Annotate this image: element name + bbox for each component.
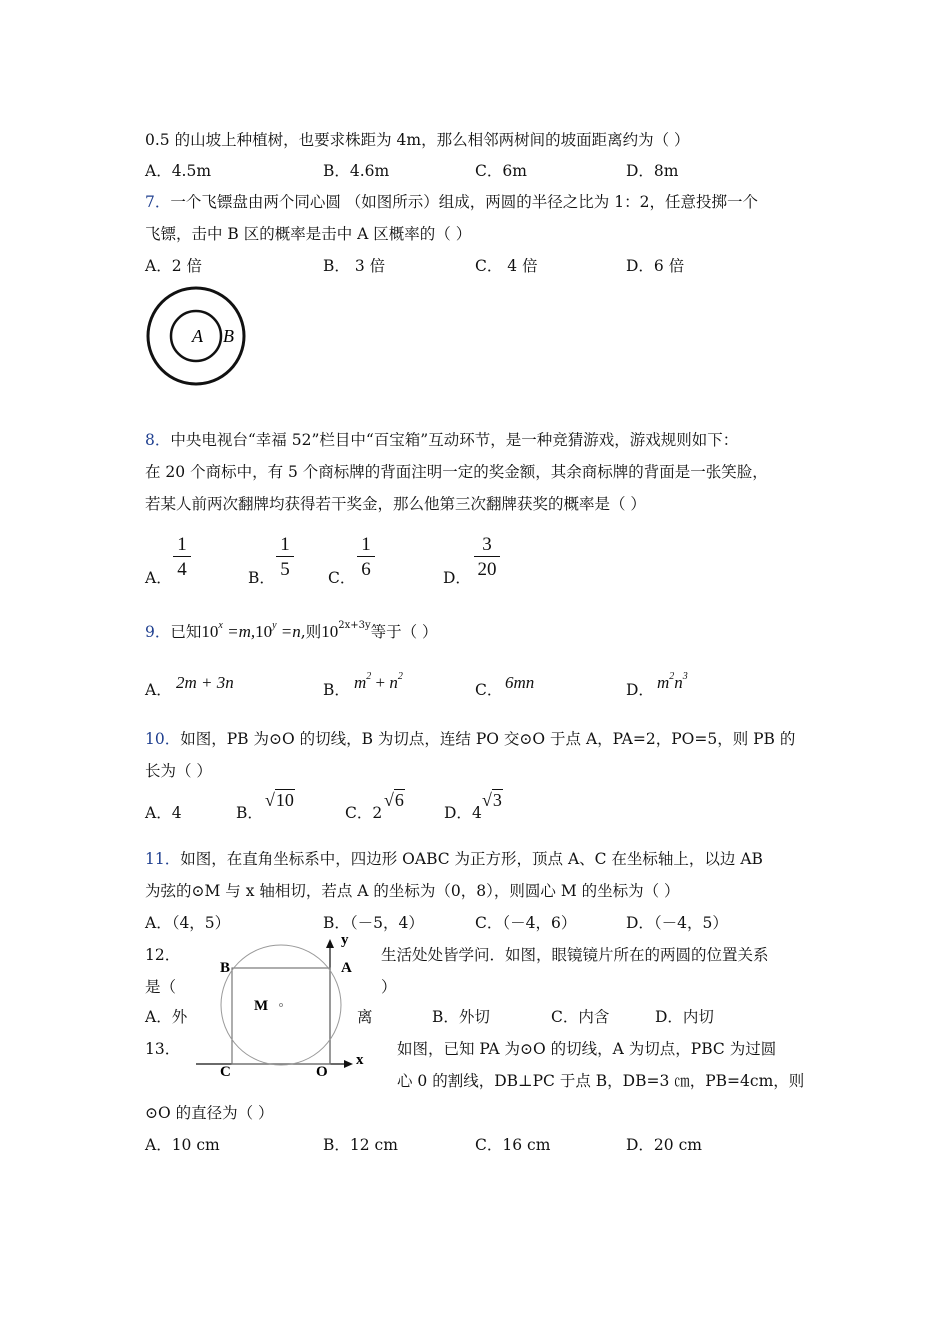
q6-option-d[interactable]: D．8m	[626, 162, 679, 180]
q6-option-a[interactable]: A．4.5m	[145, 162, 212, 180]
q6-option-c[interactable]: C．6m	[475, 162, 527, 180]
q8-number: 8．	[145, 431, 171, 449]
denominator: 6	[361, 559, 371, 580]
q9-option-a-expr: 2m + 3n	[176, 673, 234, 692]
q13-option-c[interactable]: C．16 cm	[475, 1136, 551, 1154]
point-o-label: O	[316, 1064, 328, 1080]
q8-option-b-label[interactable]: B．	[248, 569, 275, 587]
q8-option-d-fraction	[474, 535, 500, 579]
q6-stem: 0.5 的山坡上种植树，也要求株距为 4m，那么相邻两树间的坡面距离约为（ ）	[145, 131, 690, 149]
q9-option-b-expr: $m^2 + n^2$	[354, 671, 403, 692]
q10-option-c[interactable]: C．2	[345, 804, 383, 822]
numerator: 1	[361, 534, 371, 555]
q10-option-d[interactable]: D．4	[444, 804, 482, 822]
q13-option-d[interactable]: D．20 cm	[626, 1136, 702, 1154]
q13-option-a[interactable]: A．10 cm	[145, 1136, 220, 1154]
q9-option-d-expr: $m^2n^3$	[657, 671, 688, 692]
q7-option-c[interactable]: C． 4 倍	[475, 257, 538, 275]
q8-option-c-fraction	[357, 535, 375, 579]
y-label: y	[341, 932, 349, 948]
q7-stem-line1: 7．一个飞镖盘由两个同心圆 （如图所示）组成，两圆的半径之比为 1：2，任意投掷一个	[145, 193, 758, 211]
q10-stem-line2: 长为（ ）	[145, 762, 212, 780]
q13-option-b[interactable]: B．12 cm	[323, 1136, 398, 1154]
q11-option-d[interactable]: D．（－4，5）	[626, 914, 728, 932]
point-b-label: B	[220, 960, 231, 976]
q13-number: 13．	[145, 1040, 181, 1058]
q9-option-d[interactable]: D．	[626, 681, 654, 699]
q8-option-b-fraction	[276, 535, 294, 579]
q13-stem-line3: ⊙O 的直径为（ ）	[145, 1104, 274, 1122]
q7-number: 7．	[145, 193, 171, 211]
center-m-dot	[280, 1004, 283, 1007]
x-axis-arrow-icon	[344, 1060, 353, 1068]
q11-stem-line2: 为弦的⊙M 与 x 轴相切，若点 A 的坐标为（0，8），则圆心 M 的坐标为（ ）	[145, 882, 680, 900]
q9-option-c-expr: 6mn	[505, 673, 535, 692]
q7-option-a[interactable]: A．2 倍	[145, 257, 202, 275]
q12-option-a-start[interactable]: A．外	[145, 1008, 188, 1026]
q8-option-a-label[interactable]: A．	[145, 569, 172, 587]
q10-option-d-radical: √3	[482, 790, 502, 810]
q12-stem-line2-end: ）	[381, 978, 397, 996]
q10-option-b[interactable]: B．	[236, 804, 263, 822]
q7-option-d[interactable]: D．6 倍	[626, 257, 685, 275]
q11-stem-line1: 11．如图，在直角坐标系中，四边形 OABC 为正方形，顶点 A、C 在坐标轴上，以边 AB	[145, 850, 763, 868]
q12-option-b[interactable]: B．外切	[432, 1008, 490, 1026]
q13-stem-line2: 心 0 的割线，DB⊥PC 于点 B，DB=3 ㎝，PB=4cm，则	[397, 1072, 805, 1090]
q12-option-d[interactable]: D．内切	[655, 1008, 714, 1026]
q10-stem-line1: 10．如图，PB 为⊙O 的切线，B 为切点，连结 PO 交⊙O 于点 A，PA=2，PO=5，则 PB 的	[145, 730, 796, 748]
denominator: 4	[177, 559, 187, 580]
q8-option-d-label[interactable]: D．	[443, 569, 471, 587]
denominator: 5	[280, 559, 290, 580]
q10-option-b-radical: √10	[265, 790, 294, 810]
q9-option-c[interactable]: C．	[475, 681, 503, 699]
q9-number: 9．	[145, 623, 171, 641]
q12-stem-line2-start: 是（	[145, 978, 177, 996]
circle-m	[221, 945, 341, 1065]
q6-option-b[interactable]: B．4.6m	[323, 162, 390, 180]
q8-stem-line3: 若某人前两次翻牌均获得若干奖金，那么他第三次翻牌获奖的概率是（ ）	[145, 495, 646, 513]
q11-option-b[interactable]: B．（－5，4）	[323, 914, 424, 932]
q11-number: 11．	[145, 850, 181, 868]
region-b-label: B	[223, 326, 234, 346]
dartboard-figure	[140, 282, 252, 390]
denominator: 20	[477, 559, 497, 580]
y-axis-arrow-icon	[326, 939, 334, 948]
x-label: x	[356, 1052, 364, 1068]
region-a-label: A	[192, 326, 203, 346]
square-oabc	[232, 968, 330, 1064]
point-a-label: A	[341, 960, 352, 976]
q9-option-a[interactable]: A．	[145, 681, 172, 699]
q7-stem-line2: 飞镖，击中 B 区的概率是击中 A 区概率的（ ）	[145, 225, 472, 243]
q12-stem-line1: 生活处处皆学问．如图，眼镜镜片所在的两圆的位置关系	[381, 946, 769, 964]
q9-option-b[interactable]: B．	[323, 681, 350, 699]
q8-option-c-label[interactable]: C．	[328, 569, 356, 587]
q8-stem-line2: 在 20 个商标中，有 5 个商标牌的背面注明一定的奖金额，其余商标牌的背面是一张笑脸，	[145, 463, 768, 481]
q10-option-a[interactable]: A．4	[145, 804, 182, 822]
q12-option-a-end: 离	[357, 1008, 373, 1026]
q13-stem-line1: 如图，已知 PA 为⊙O 的切线，A 为切点，PBC 为过圆	[397, 1040, 777, 1058]
point-c-label: C	[220, 1064, 231, 1080]
numerator: 3	[482, 534, 492, 555]
q8-stem-line1: 8．中央电视台“幸福 52”栏目中“百宝箱”互动环节，是一种竞猜游戏，游戏规则如下：	[145, 431, 739, 449]
coordinate-figure	[196, 930, 372, 1082]
q10-number: 10．	[145, 730, 181, 748]
numerator: 1	[177, 534, 187, 555]
q7-option-b[interactable]: B． 3 倍	[323, 257, 386, 275]
numerator: 1	[280, 534, 290, 555]
q12-option-c[interactable]: C．内含	[551, 1008, 610, 1026]
q11-option-a[interactable]: A．（4，5）	[145, 914, 231, 932]
q8-option-a-fraction	[173, 535, 191, 579]
q12-number: 12．	[145, 946, 181, 964]
q9-stem: 9．已知$10^x =m,10^y =n$,则$10^{2x+3y}$等于（ ）	[145, 620, 438, 641]
q11-option-c[interactable]: C．（－4，6）	[475, 914, 577, 932]
point-m-label: M	[254, 998, 269, 1014]
q10-option-c-radical: √6	[384, 790, 404, 810]
